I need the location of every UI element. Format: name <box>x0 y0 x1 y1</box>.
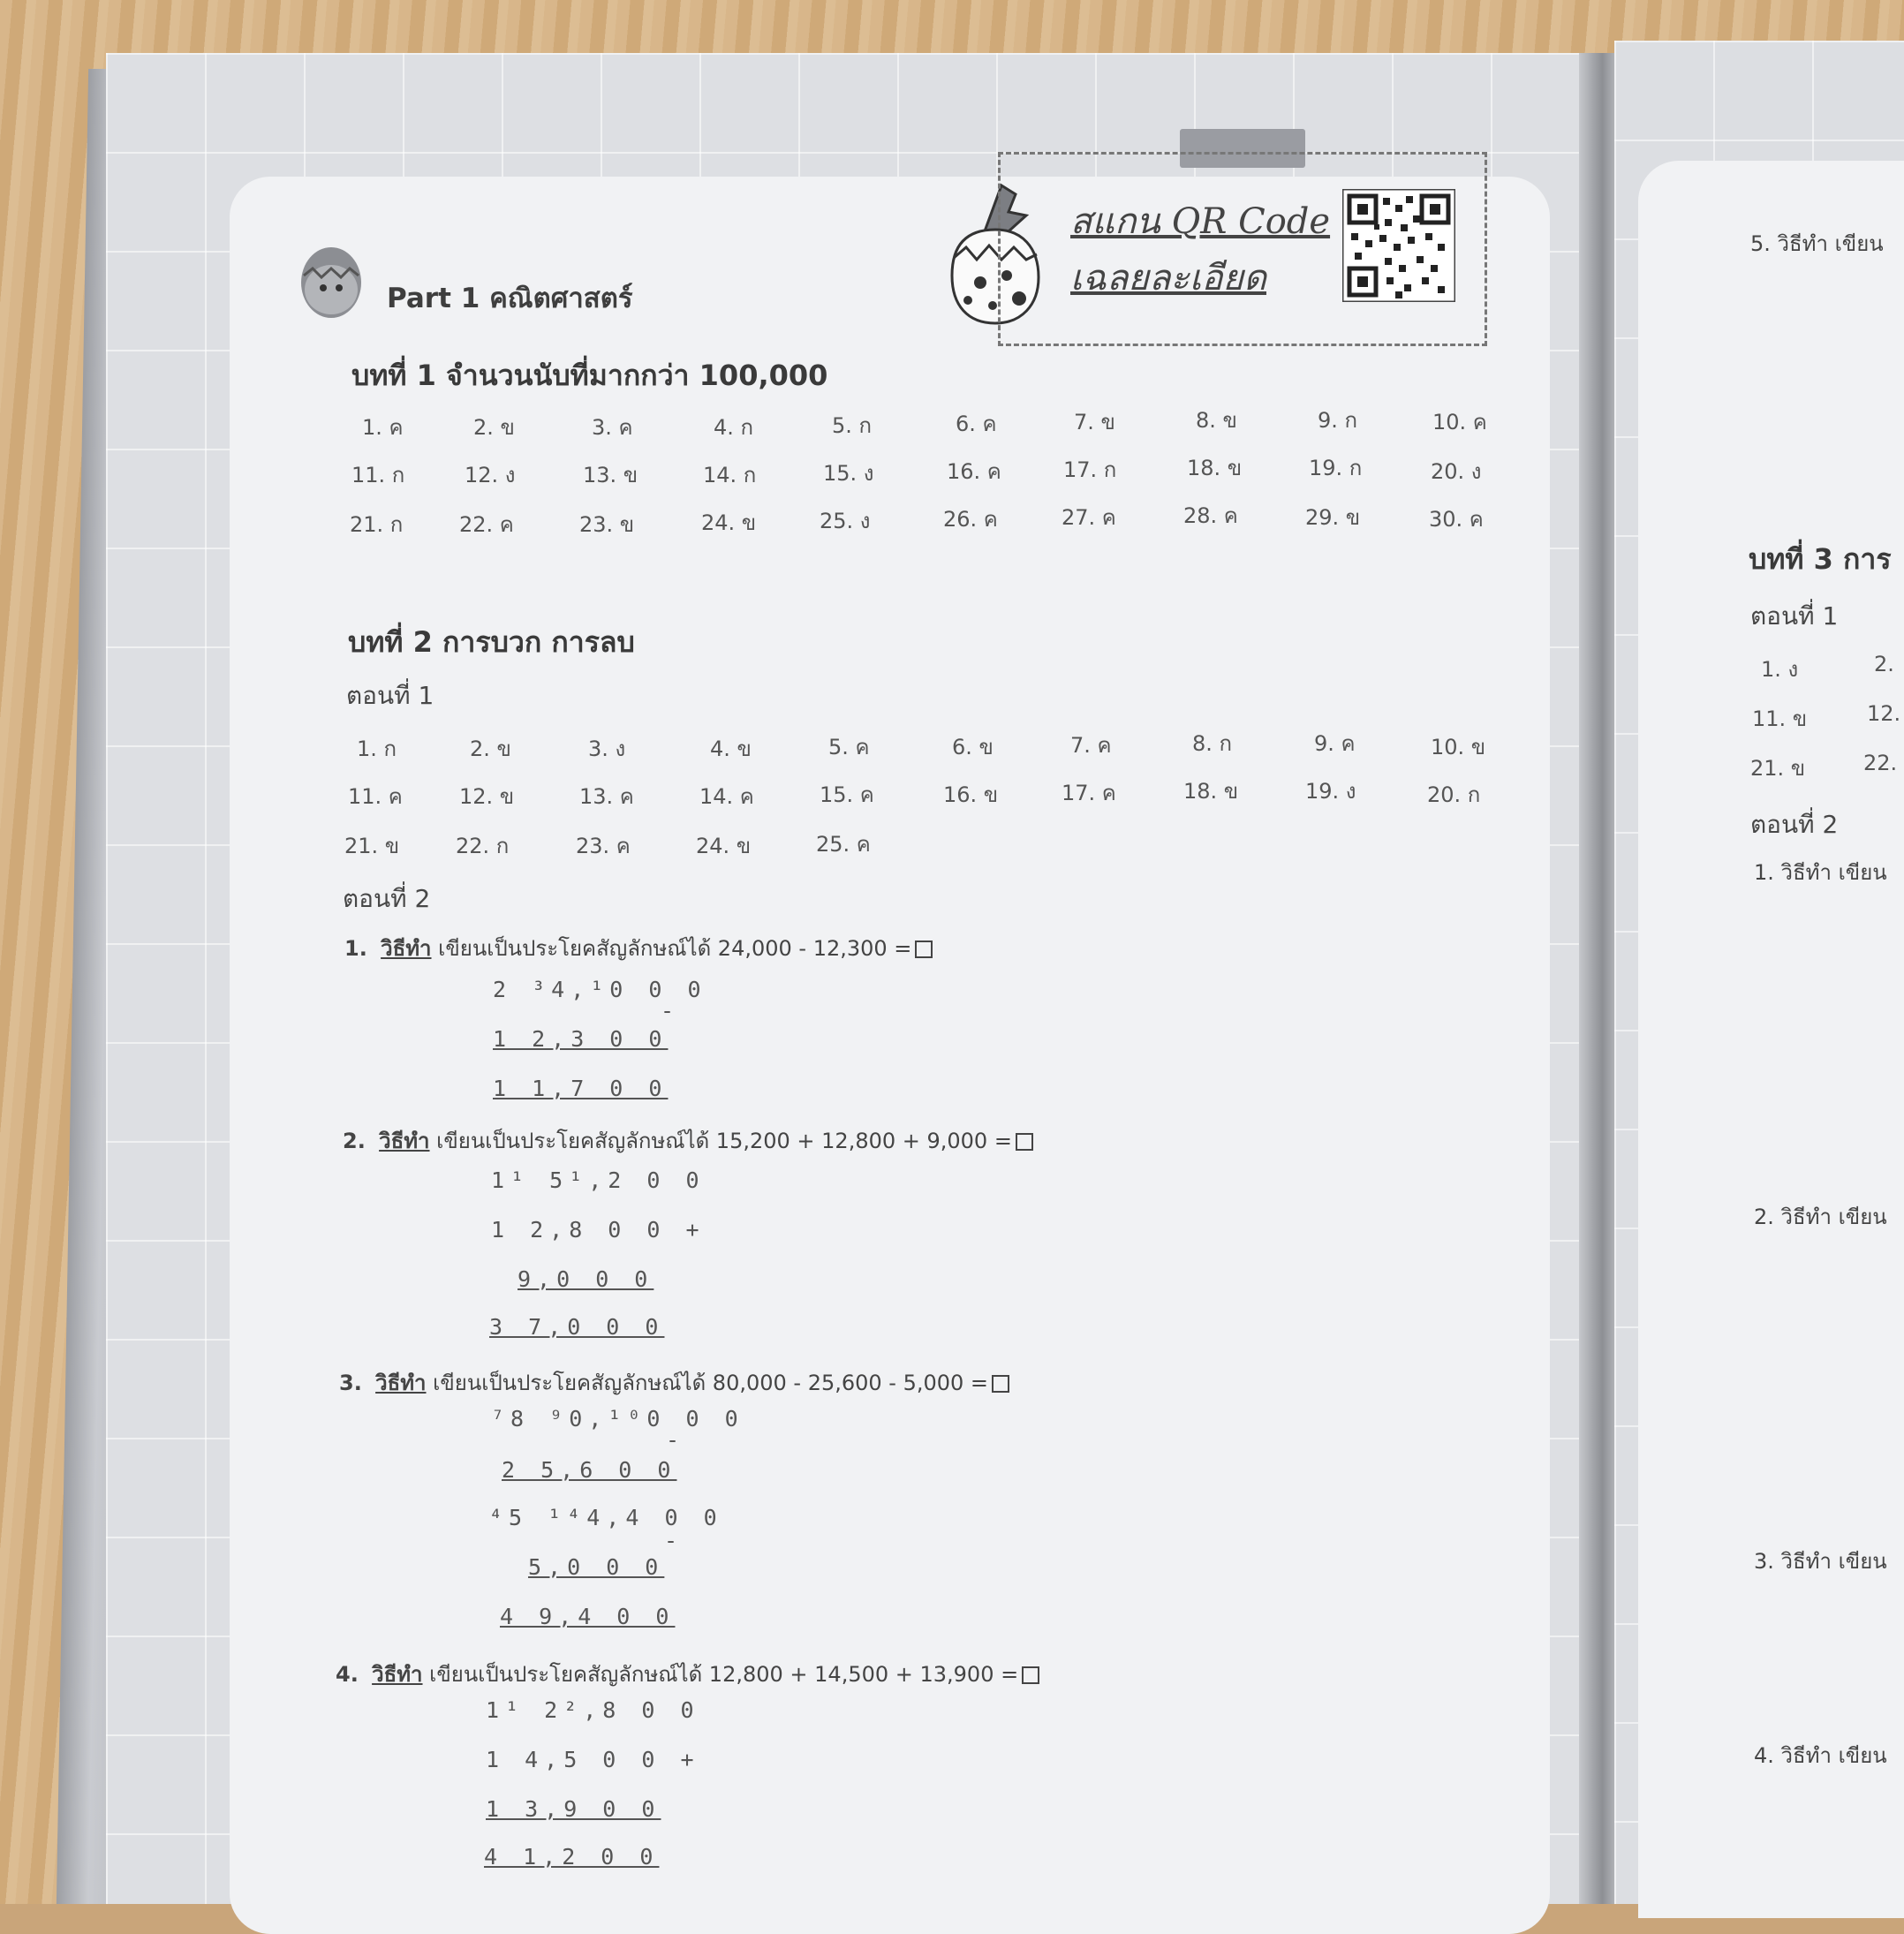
answer: 18. ข <box>1187 456 1243 480</box>
answer: 2. <box>1874 652 1894 676</box>
section-1-label: ตอนที่ 1 <box>346 681 434 710</box>
answer: 21. ข <box>344 834 400 858</box>
answer: 11. ข <box>1752 706 1808 731</box>
answer: 2. ข <box>470 737 511 761</box>
calc-line: 5,0 0 0 <box>528 1554 665 1580</box>
chapter-3-title: บทที่ 3 การ <box>1749 542 1892 576</box>
answer: 28. ค <box>1183 503 1238 528</box>
answer: 25. ง <box>820 509 871 533</box>
calc-operator: - <box>664 1528 684 1553</box>
right-item-5: 5. วิธีทำ เขียน <box>1750 231 1884 256</box>
answer: 9. ก <box>1318 408 1358 433</box>
answer: 10. ข <box>1431 735 1486 759</box>
answer: 13. ค <box>579 784 634 809</box>
answer: 9. ค <box>1314 731 1356 756</box>
section-2-label: ตอนที่ 2 <box>343 884 431 913</box>
answer: 14. ก <box>703 463 757 487</box>
question-4: 4. วิธีทำ เขียนเป็นประโยคสัญลักษณ์ได้ 12,800 + 14,500 + 13,900 = <box>336 1657 1039 1691</box>
calc-line: 1 4,5 0 0 + <box>486 1747 700 1772</box>
answer: 1. ง <box>1761 657 1799 682</box>
answer: 16. ข <box>943 782 999 807</box>
qr-scan-title: สแกน QR Code <box>1070 201 1331 242</box>
answer: 7. ข <box>1074 410 1115 434</box>
qr-scan-subtitle: เฉลยละเอียด <box>1070 258 1266 298</box>
answer: 2. ข <box>473 415 515 440</box>
calc-operator: - <box>666 1427 686 1453</box>
answer: 12. <box>1867 701 1901 726</box>
right-section-2-label: ตอนที่ 2 <box>1750 810 1839 839</box>
answer: 15. ค <box>820 782 874 807</box>
answer: 3. ค <box>592 415 633 440</box>
right-question-1: 1. วิธีทำ เขียน <box>1754 860 1887 885</box>
answer: 1. ก <box>357 737 397 761</box>
egg-mascot-icon <box>297 238 366 320</box>
calc-line: 1¹ 2²,8 0 0 <box>486 1697 700 1723</box>
chapter-1-title: บทที่ 1 จำนวนนับที่มากกว่า 100,000 <box>351 359 828 392</box>
answer: 27. ค <box>1062 505 1116 530</box>
question-2: 2. วิธีทำ เขียนเป็นประโยคสัญลักษณ์ได้ 15,200 + 12,800 + 9,000 = <box>343 1123 1033 1158</box>
answer-box-icon <box>992 1375 1009 1393</box>
answer: 29. ข <box>1305 505 1361 530</box>
answer: 4. ก <box>714 415 754 440</box>
answer: 25. ค <box>816 832 871 857</box>
answer: 19. ง <box>1305 779 1356 804</box>
right-answer-card <box>1638 161 1904 1918</box>
qr-code[interactable] <box>1342 189 1455 302</box>
answer: 5. ก <box>832 413 873 438</box>
calc-line: 9,0 0 0 <box>518 1266 654 1292</box>
answer: 16. ค <box>947 459 1001 484</box>
answer: 10. ค <box>1432 410 1487 434</box>
right-question-2: 2. วิธีทำ เขียน <box>1754 1205 1887 1229</box>
answer: 22. <box>1863 751 1898 775</box>
answer: 21. ข <box>1750 756 1806 781</box>
answer: 19. ก <box>1309 456 1363 480</box>
answer: 13. ข <box>583 463 638 487</box>
calc-operator: - <box>661 998 681 1024</box>
answer: 6. ข <box>952 735 994 759</box>
calc-line: 1 2,3 0 0 <box>493 1026 669 1052</box>
answer: 18. ข <box>1183 779 1239 804</box>
calc-line: ⁴5 ¹⁴4,4 0 0 <box>489 1505 723 1530</box>
answer: 30. ค <box>1429 507 1484 532</box>
answer: 21. ก <box>350 512 404 537</box>
answer: 8. ก <box>1192 731 1233 756</box>
answer: 20. ง <box>1431 459 1482 484</box>
answer: 15. ง <box>823 461 874 486</box>
answer: 22. ค <box>459 512 514 537</box>
answer: 23. ข <box>579 512 635 537</box>
calc-line: 1 2,8 0 0 + <box>491 1217 706 1243</box>
calc-line: 2 ³4,¹0 0 0 <box>493 977 707 1002</box>
part-label: Part 1 คณิตศาสตร์ <box>387 283 633 314</box>
question-1: 1. วิธีทำ เขียนเป็นประโยคสัญลักษณ์ได้ 24,000 - 12,300 = <box>344 931 933 965</box>
answer-box-icon <box>915 941 933 958</box>
answer: 26. ค <box>943 507 998 532</box>
calc-line: 1¹ 5¹,2 0 0 <box>491 1167 706 1193</box>
answer: 24. ข <box>701 510 757 535</box>
answer-box-icon <box>1022 1666 1039 1684</box>
answer: 11. ค <box>348 784 403 809</box>
calc-line: ⁷8 ⁹0,¹⁰0 0 0 <box>491 1406 744 1432</box>
calc-result: 3 7,0 0 0 <box>489 1314 665 1340</box>
answer: 17. ค <box>1062 781 1116 805</box>
right-question-4: 4. วิธีทำ เขียน <box>1754 1743 1887 1768</box>
answer: 1. ค <box>362 415 404 440</box>
answer: 5. ค <box>828 735 870 759</box>
calc-result: 4 9,4 0 0 <box>500 1604 676 1629</box>
chapter-2-title: บทที่ 2 การบวก การลบ <box>348 625 635 659</box>
question-3: 3. วิธีทำ เขียนเป็นประโยคสัญลักษณ์ได้ 80,000 - 25,600 - 5,000 = <box>339 1365 1009 1400</box>
right-section-1-label: ตอนที่ 1 <box>1750 601 1839 631</box>
answer: 4. ข <box>710 737 752 761</box>
answer: 6. ค <box>956 412 997 436</box>
answer: 20. ก <box>1427 782 1481 807</box>
answer: 11. ก <box>351 463 405 487</box>
calc-result: 1 1,7 0 0 <box>493 1076 669 1101</box>
answer: 14. ค <box>699 784 754 809</box>
answer: 24. ข <box>696 834 752 858</box>
calc-result: 4 1,2 0 0 <box>484 1844 660 1870</box>
answer: 7. ค <box>1070 733 1112 758</box>
answer: 8. ข <box>1196 408 1237 433</box>
answer: 12. ข <box>459 784 515 809</box>
answer: 22. ก <box>456 834 510 858</box>
answer: 23. ค <box>576 834 631 858</box>
calc-line: 1 3,9 0 0 <box>486 1796 661 1822</box>
right-question-3: 3. วิธีทำ เขียน <box>1754 1549 1887 1574</box>
answer: 12. ง <box>465 463 516 487</box>
answer: 17. ก <box>1063 457 1117 482</box>
answer-box-icon <box>1016 1133 1033 1151</box>
calc-line: 2 5,6 0 0 <box>502 1457 677 1483</box>
answer: 3. ง <box>588 737 626 761</box>
